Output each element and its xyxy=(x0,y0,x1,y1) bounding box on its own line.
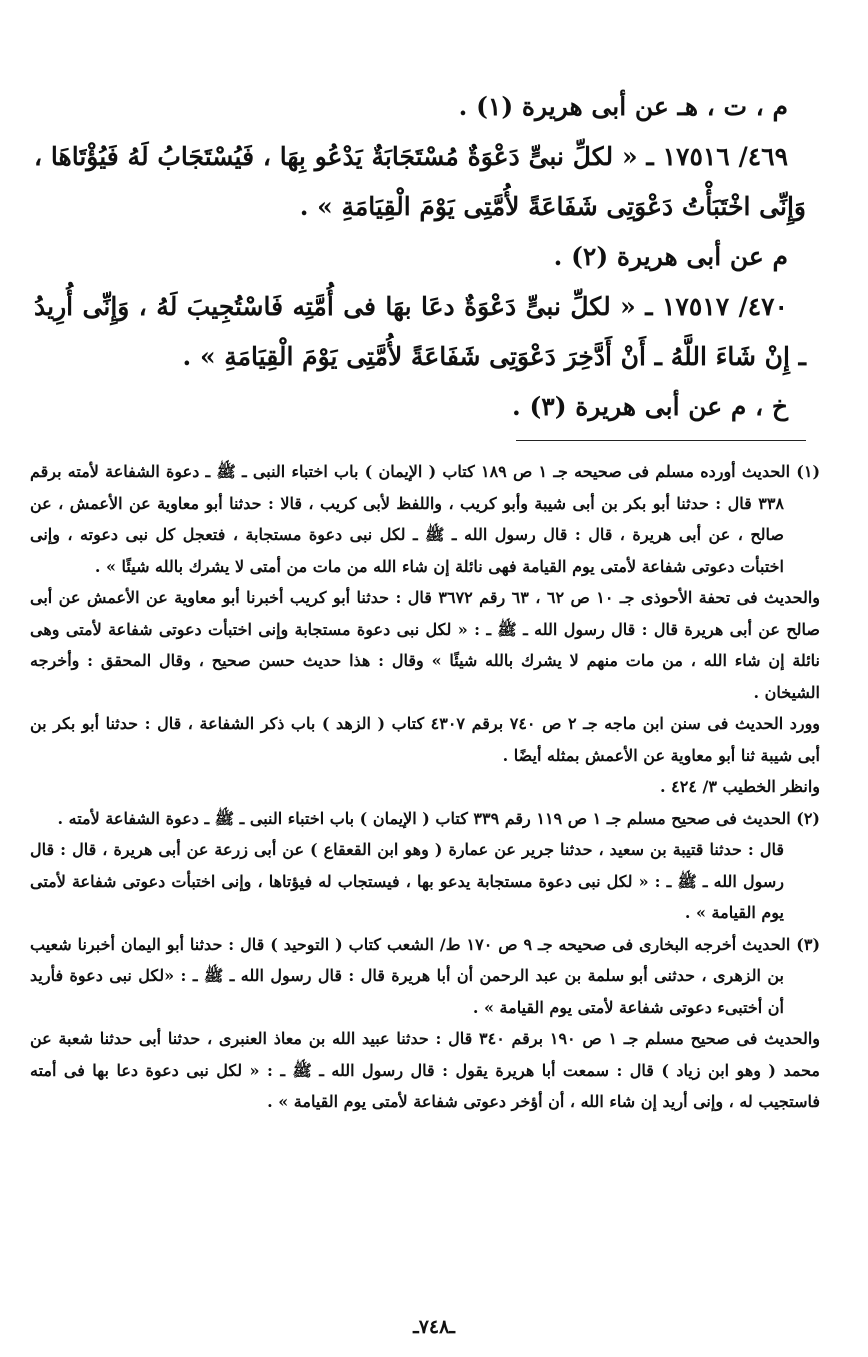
footnote-1-paragraph-2: والحديث فى تحفة الأحوذى جـ ١٠ ص ٦٢ ، ٦٣ رقم ٣٦٧٢ قال : حدثنا أبو كريب أخبرنا أبو معاوية عن الأعمش عن أبى صالح عن أبى هريرة قال : قال رسول الله ـ ﷺ ـ : « لكل نبى دعوة مستجابة وإنى اختبأت دعوتى شفاعة لأمتى وهى نائلة إن شاء الله ، من مات منهم لا يشرك بالله شيئًا » وقال : هذا حديث حسن صحيح ، وقال المحقق : وأخرجه الشيخان . xyxy=(30,588,821,702)
footnote-3-paragraph-1: (٣) الحديث أخرجه البخارى فى صحيحه جـ ٩ ص ١٧٠ ط/ الشعب كتاب ( التوحيد ) قال : حدثنا أبو اليمان أخبرنا شعيب بن الزهرى ، حدثنى أبو سلمة بن عبد الرحمن أن أبا هريرة قال : قال رسول الله ـ ﷺ ـ : «لكل نبى دعوة فأريد أن أختبىء دعوتى شفاعة لأمتى يوم القيامة » . xyxy=(30,934,821,1017)
source-line-2: م عن أبى هريرة (٢) . xyxy=(553,242,788,271)
footnote-1-paragraph-1: (١) الحديث أورده مسلم فى صحيحه جـ ١ ص ١٨٩ كتاب ( الإيمان ) باب اختباء النبى ـ ﷺ ـ دعوة الشفاعة لأمته برقم ٣٣٨ قال : حدثنا أبو بكر بن أبى شيبة وأبو كريب ، واللفظ لأبى كريب ، قالا : حدثنا أبو معاوية عن الأعمش ، عن صالح ، عن أبى هريرة ، قال : قال رسول الله ـ ﷺ ـ لكل نبى دعوة مستجابة ، فتعجل كل نبى دعوته ، وإنى اختبأت دعوتى شفاعة لأمتى يوم القيامة فهى نائلة إن شاء الله من مات من أمتى لا يشرك بالله شيئًا » . xyxy=(30,462,821,576)
footnotes xyxy=(30,456,820,1118)
hadith-470: ٤٧٠/ ١٧٥١٧ ـ « لكلِّ نبىٍّ دَعْوَةٌ دعَا بهَا فى أُمَّتِه فَاسْتُجِيبَ لَهُ ، وَإِنِّى أُرِيدُ ـ إِنْ شَاءَ اللَّهُ ـ أَنْ أَدَّخِرَ دَعْوَتِى شَفَاعَةً لأُمَّتِى يَوْمَ الْقِيَامَةِ » . xyxy=(34,292,806,371)
page-number: ـ٧٤٨ـ xyxy=(413,1316,455,1338)
footnote-1-paragraph-3: وورد الحديث فى سنن ابن ماجه جـ ٢ ص ٧٤٠ برقم ٤٣٠٧ كتاب ( الزهد ) باب ذكر الشفاعة ، قال : حدثنا أبو بكر بن أبى شيبة ثنا أبو معاوية عن الأعمش بمثله أيضًا . xyxy=(30,714,821,765)
source-line-3: خ ، م عن أبى هريرة (٣) . xyxy=(512,392,788,421)
main-text xyxy=(34,82,806,432)
footnote-2-paragraph-2: قال : حدثنا قتيبة بن سعيد ، حدثنا جرير عن عمارة ( وهو ابن القعقاع ) عن أبى زرعة عن أبى هريرة ، قال : قال رسول الله ـ ﷺ ـ : « لكل نبى دعوة مستجابة يدعو بها ، فيستجاب له فيؤتاها ، وإنى اختبأت دعوتى شفاعة لأمتى يوم القيامة » . xyxy=(30,840,784,922)
hadith-469: ٤٦٩/ ١٧٥١٦ ـ « لكلِّ نبىٍّ دَعْوَةٌ مُسْتَجَابَةٌ يَدْعُو بِهَا ، فَيُسْتَجَابُ لَهُ فَيُؤْتَاهَا ، وَإِنِّى اخْتَبَأْتُ دَعْوَتِى شَفَاعَةً لأُمَّتِى يَوْمَ الْقِيَامَةِ » . xyxy=(34,142,806,221)
footnote-3-paragraph-2: والحديث فى صحيح مسلم جـ ١ ص ١٩٠ برقم ٣٤٠ قال : حدثنا عبيد الله بن معاذ العنبرى ، حدثنا أبى حدثنا شعبة عن محمد ( وهو ابن زياد ) قال : سمعت أبا هريرة يقول : قال رسول الله ـ ﷺ ـ : « لكل نبى دعوة دعا بها فى أمته فاستجيب له ، وإنى أريد إن شاء الله ، أن أؤخر دعوتى شفاعة لأمتى يوم القيامة » . xyxy=(30,1029,821,1111)
source-line-1: م ، ت ، هـ عن أبى هريرة (١) . xyxy=(458,92,788,121)
footnote-2-paragraph-1: (٢) الحديث فى صحيح مسلم جـ ١ ص ١١٩ رقم ٣٣٩ كتاب ( الإيمان ) باب اختباء النبى ـ ﷺ ـ دعوة الشفاعة لأمته . xyxy=(57,808,820,828)
footnote-1-paragraph-4: وانظر الخطيب ٣/ ٤٢٤ . xyxy=(660,777,820,796)
footnote-divider xyxy=(516,440,806,441)
